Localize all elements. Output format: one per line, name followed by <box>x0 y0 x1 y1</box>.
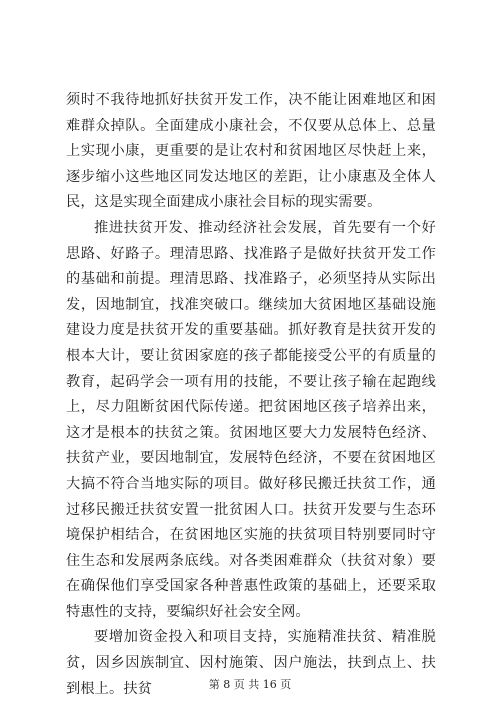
paragraph-2: 推进扶贫开发、推动经济社会发展，首先要有一个好思路、好路子。理清思路、找准路子是做好扶贫开发工作的基础和前提。理清思路、找准路子，必须坚持从实际出发，因地制宜，找准突破口。继续加大贫困地区基础设施建设力度是扶贫开发的重要基础。抓好教育是扶贫开发的根本大计，要让贫困家庭的孩子都能接受公平的有质量的教育，起码学会一项有用的技能，不要让孩子输在起跑线上，尽力阻断贫困代际传递。把贫困地区孩子培养出来，这才是根本的扶贫之策。贫困地区要大力发展特色经济、扶贫产业，要因地制宜，发展特色经济，不要在贫困地区大搞不符合当地实际的项目。做好移民搬迁扶贫工作，通过移民搬迁扶贫安置一批贫困人口。扶贫开发要与生态环境保护相结合，在贫困地区实施的扶贫项目特别要同时守住生态和发展两条底线。对各类困难群众（扶贫对象）要在确保他们享受国家各种普惠性政策的基础上，还要采取特惠性的支持，要编织好社会安全网。 <box>66 219 436 620</box>
paragraph-3: 要增加资金投入和项目支持，实施精准扶贫、精准脱贫，因乡因族制宜、因村施策、因户施法，扶到点上、扶到根上。扶贫 <box>66 629 436 697</box>
paragraph-1: 须时不我待地抓好扶贫开发工作，决不能让困难地区和困难群众掉队。全面建成小康社会，不仅要从总体上、总量上实现小康，更重要的是让农村和贫困地区尽快赶上来，逐步缩小这些地区同发达地区的差距，让小康惠及全体人民，这是实现全面建成小康社会目标的现实需要。 <box>66 92 436 211</box>
page-number-footer: 第 8 页 共 16 页 <box>208 678 292 691</box>
document-body <box>66 88 436 702</box>
